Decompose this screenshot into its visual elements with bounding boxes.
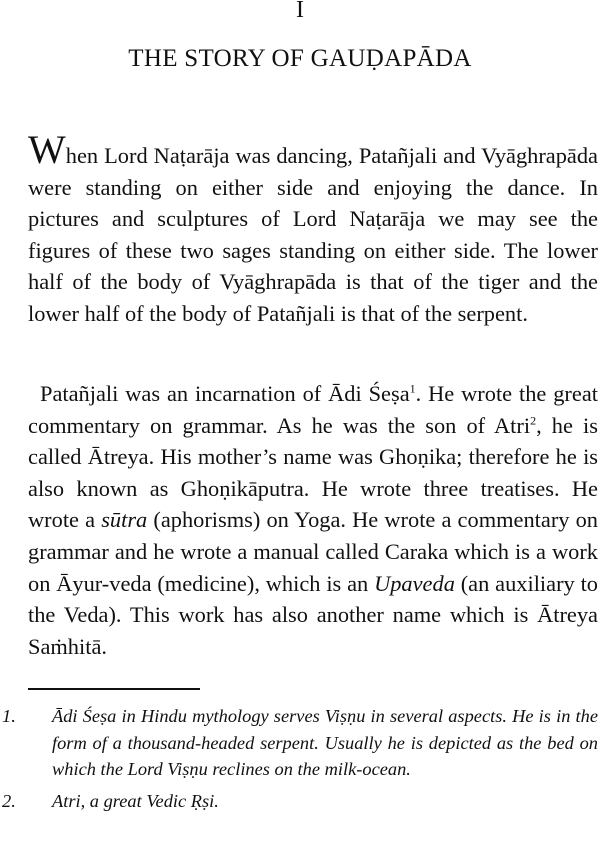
paragraph-2-text-1: Patañjali was an incarnation of Ādi Śeṣa — [40, 381, 410, 406]
paragraph-1 — [28, 127, 598, 330]
term-upaveda: Upaveda — [374, 570, 455, 596]
chapter-number: I — [296, 0, 304, 23]
term-sutra: sūtra — [101, 507, 148, 533]
footnotes — [0, 703, 600, 819]
footnote-text: Ādi Śeṣa in Hindu mythology serves Viṣṇu in several aspects. He is in the form of a thousand-headed serpent. Usually he is depicted as the bed on which the Lord Viṣṇu reclines on the milk-ocean. — [52, 706, 598, 780]
paragraph-2-text-2: . He wrote the great commentary on grammar. As he was the son of Atri — [28, 381, 598, 438]
footnote-2 — [0, 788, 600, 815]
paragraph-1-text: hen Lord Naṭarāja was dancing, Patañjali and Vyāghrapāda were standing on either side and enjoying the dance. In pictures and sculptures of Lord Naṭarāja we may see the figures of these two sages standing on either side. The lower half of the body of Vyāghrapāda is that of the tiger and the lower half of the body of Patañjali is that of the serpent. — [28, 143, 598, 326]
footnote-ref-2: 2 — [530, 413, 537, 428]
footnote-1 — [0, 703, 600, 783]
paragraph-2-text-3: , he is called Ātreya. His mother’s name was Ghoṇika; therefore he is also known as Ghoṇikāputra. He wrote three treatises. He wrote a — [28, 412, 598, 533]
footnote-number: 2. — [2, 790, 16, 811]
paragraph-2 — [28, 378, 598, 662]
paragraph-2-text-4: (aphorisms) on Yoga. He wrote a commentary on grammar and he wrote a manual called Caraka which is a work on Āyur-veda (medicine), which is an — [28, 507, 598, 596]
footnote-divider — [28, 688, 200, 690]
footnote-ref-1: 1 — [409, 381, 416, 396]
footnote-text: Atri, a great Vedic Ṛṣi. — [52, 790, 219, 811]
drop-cap: W — [28, 127, 66, 172]
footnote-number: 1. — [2, 706, 16, 726]
chapter-title: THE STORY OF GAUḌAPĀDA — [128, 45, 472, 72]
paragraph-2-text-5: (an auxiliary to the Veda). This work has also another name which is Ātreya Saṁhitā. — [28, 570, 598, 659]
